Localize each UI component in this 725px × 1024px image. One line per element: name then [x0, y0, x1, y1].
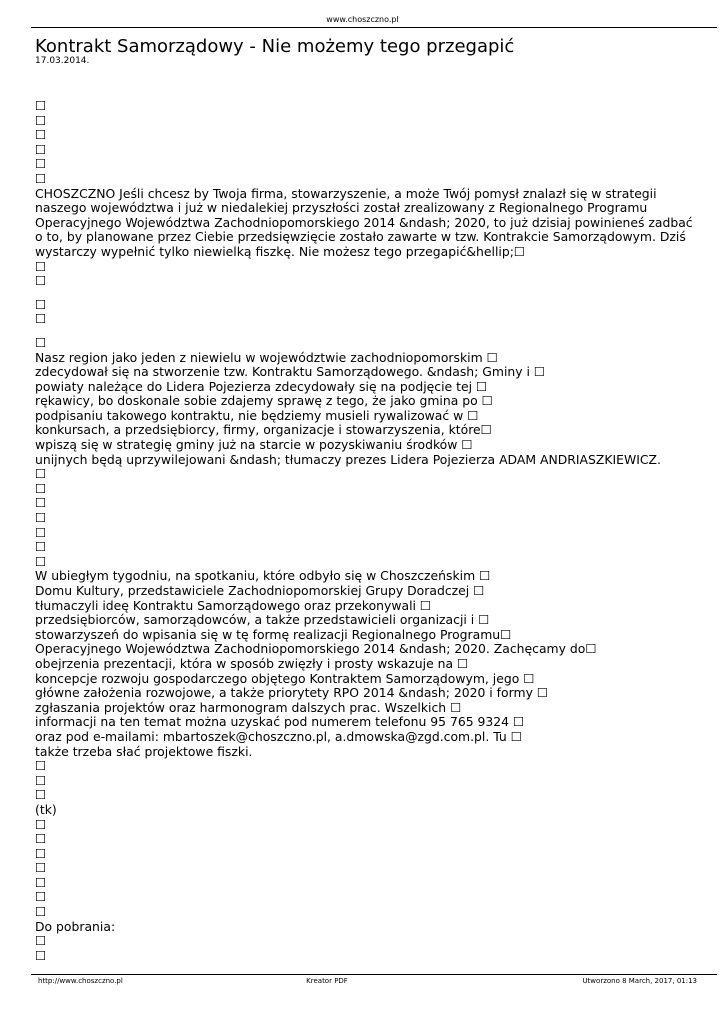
body-text-line: konkursach, a przedsiębiorcy, firmy, organizacje i stowarzyszenia, które☐ [35, 422, 492, 438]
footer-rule [31, 974, 717, 975]
placeholder-glyph-line: ☐ [35, 98, 47, 113]
body-text-line: zdecydował się na stworzenie tzw. Kontraktu Samorządowego. &ndash; Gminy i ☐ [35, 364, 545, 380]
body-text-line: informacji na ten temat można uzyskać pod numerem telefonu 95 765 9324 ☐ [35, 714, 525, 730]
body-text-line: także trzeba słać projektowe fiszki. [35, 743, 253, 759]
placeholder-glyph-line: ☐ [35, 758, 47, 774]
body-text-line: Domu Kultury, przedstawiciele Zachodniopomorskiej Grupy Doradczej ☐ [35, 583, 485, 598]
site-url-header: www.choszczno.pl [326, 15, 399, 24]
placeholder-glyph-line: ☐ [35, 273, 47, 289]
body-text-line: Nasz region jako jeden z niewielu w województwie zachodniopomorskim ☐ [35, 349, 498, 365]
body-text-line [35, 90, 707, 99]
placeholder-glyph-line: ☐ [35, 495, 47, 511]
placeholder-glyph-line: ☐ [35, 787, 47, 803]
placeholder-glyph-line: ☐ [35, 127, 47, 143]
placeholder-glyph-line: ☐ [35, 524, 47, 540]
placeholder-glyph-line: ☐ [35, 772, 47, 788]
placeholder-glyph-line: ☐ [35, 933, 47, 949]
placeholder-glyph-line: ☐ [35, 258, 47, 274]
body-text-line: główne założenia rozwojowe, a także priorytety RPO 2014 &ndash; 2020 i formy ☐ [35, 685, 548, 701]
body-text-line: przedsiębiorców, samorządowców, a także przedstawicieli organizacji i ☐ [35, 612, 490, 628]
body-text-line: o to, by planowane przez Ciebie przedsięwzięcie zostało zawarte w tzw. Kontrakcie Samorządowym. Dziś [35, 229, 686, 245]
placeholder-glyph-line: ☐ [35, 904, 47, 920]
article-body [35, 90, 707, 963]
body-text-line: naszego województwa i już w niedalekiej przyszłości został zrealizowany z Regionalnego Programu [35, 200, 648, 216]
placeholder-glyph-line: ☐ [35, 334, 47, 350]
body-text-line: tłumaczyli ideę Kontraktu Samorządowego oraz przekonywali ☐ [35, 597, 432, 613]
placeholder-glyph-line: ☐ [35, 816, 47, 832]
body-text-line: rękawicy, bo doskonale sobie zdajemy sprawę z tego, że jako gmina po ☐ [35, 393, 493, 409]
footer-generator: Kreator PDF [306, 977, 348, 985]
body-text-line: podpisaniu takowego kontraktu, nie będziemy musieli rywalizować w ☐ [35, 407, 479, 423]
body-text-line: obejrzenia prezentacji, która w sposób zwięzły i prosty wskazuje na ☐ [35, 655, 469, 671]
body-text-line: stowarzyszeń do wpisania się w tę formę realizacji Regionalnego Programu☐ [35, 626, 512, 642]
placeholder-glyph-line: ☐ [35, 553, 47, 569]
body-text-line: Operacyjnego Województwa Zachodniopomorskiego 2014 &ndash; 2020, to już dzisiaj powinieneś zadbać [35, 214, 693, 230]
placeholder-glyph-line: ☐ [35, 466, 47, 482]
body-text-line: zgłaszania projektów oraz harmonogram dalszych prac. Wszelkich ☐ [35, 699, 462, 715]
body-text-line: wystarczy wypełnić tylko niewielką fiszkę. Nie możesz tego przegapić&hellip;☐ [35, 243, 525, 259]
header-rule [31, 27, 717, 28]
placeholder-glyph-line: ☐ [35, 831, 47, 847]
body-text-line [35, 289, 707, 298]
placeholder-glyph-line: ☐ [35, 170, 47, 186]
body-text-line: wpiszą się w strategię gminy już na starcie w pozyskiwaniu środków ☐ [35, 437, 473, 453]
body-text-line: oraz pod e-mailami: mbartoszek@choszczno.pl, a.dmowska@zgd.com.pl. Tu ☐ [35, 728, 522, 744]
body-text-line: Operacyjnego Województwa Zachodniopomorskiego 2014 &ndash; 2020. Zachęcamy do☐ [35, 641, 597, 657]
placeholder-glyph-line: ☐ [35, 311, 47, 327]
placeholder-glyph-line: ☐ [35, 156, 47, 172]
placeholder-glyph-line: ☐ [35, 860, 47, 876]
placeholder-glyph-line: ☐ [35, 539, 47, 555]
placeholder-glyph-line: ☐ [35, 480, 47, 496]
body-text-line: koncepcje rozwoju gospodarczego objętego Kontraktem Samorządowym, jego ☐ [35, 670, 535, 686]
placeholder-glyph-line: ☐ [35, 510, 47, 526]
body-text-line: (tk) [35, 801, 57, 817]
body-text-line: unijnych będą uprzywilejowani &ndash; tłumaczy prezes Lidera Pojezierza ADAM ANDRIASZKIEWICZ. [35, 451, 661, 467]
placeholder-glyph-line: ☐ [35, 874, 47, 890]
body-text-line [35, 327, 707, 336]
placeholder-glyph-line: ☐ [35, 296, 47, 312]
footer-url-link[interactable]: http://www.choszczno.pl [38, 977, 123, 985]
body-text-line: Do pobrania: [35, 918, 116, 934]
placeholder-glyph-line: ☐ [35, 112, 47, 128]
article-title: Kontrakt Samorządowy - Nie możemy tego przegapić [35, 36, 515, 57]
body-text-line: CHOSZCZNO Jeśli chcesz by Twoja firma, stowarzyszenie, a może Twój pomysł znalazł się w strategii [35, 185, 657, 201]
footer-created-date: Utworzono 8 March, 2017, 01:13 [582, 977, 697, 985]
article-date: 17.03.2014. [35, 56, 90, 66]
placeholder-glyph-line: ☐ [35, 845, 47, 861]
placeholder-glyph-line: ☐ [35, 947, 47, 963]
placeholder-glyph-line: ☐ [35, 141, 47, 157]
body-text-line: W ubiegłym tygodniu, na spotkaniu, które odbyło się w Choszczeńskim ☐ [35, 568, 491, 584]
body-text-line: powiaty należące do Lidera Pojezierza zdecydowały się na podjęcie tej ☐ [35, 378, 488, 394]
placeholder-glyph-line: ☐ [35, 889, 47, 905]
